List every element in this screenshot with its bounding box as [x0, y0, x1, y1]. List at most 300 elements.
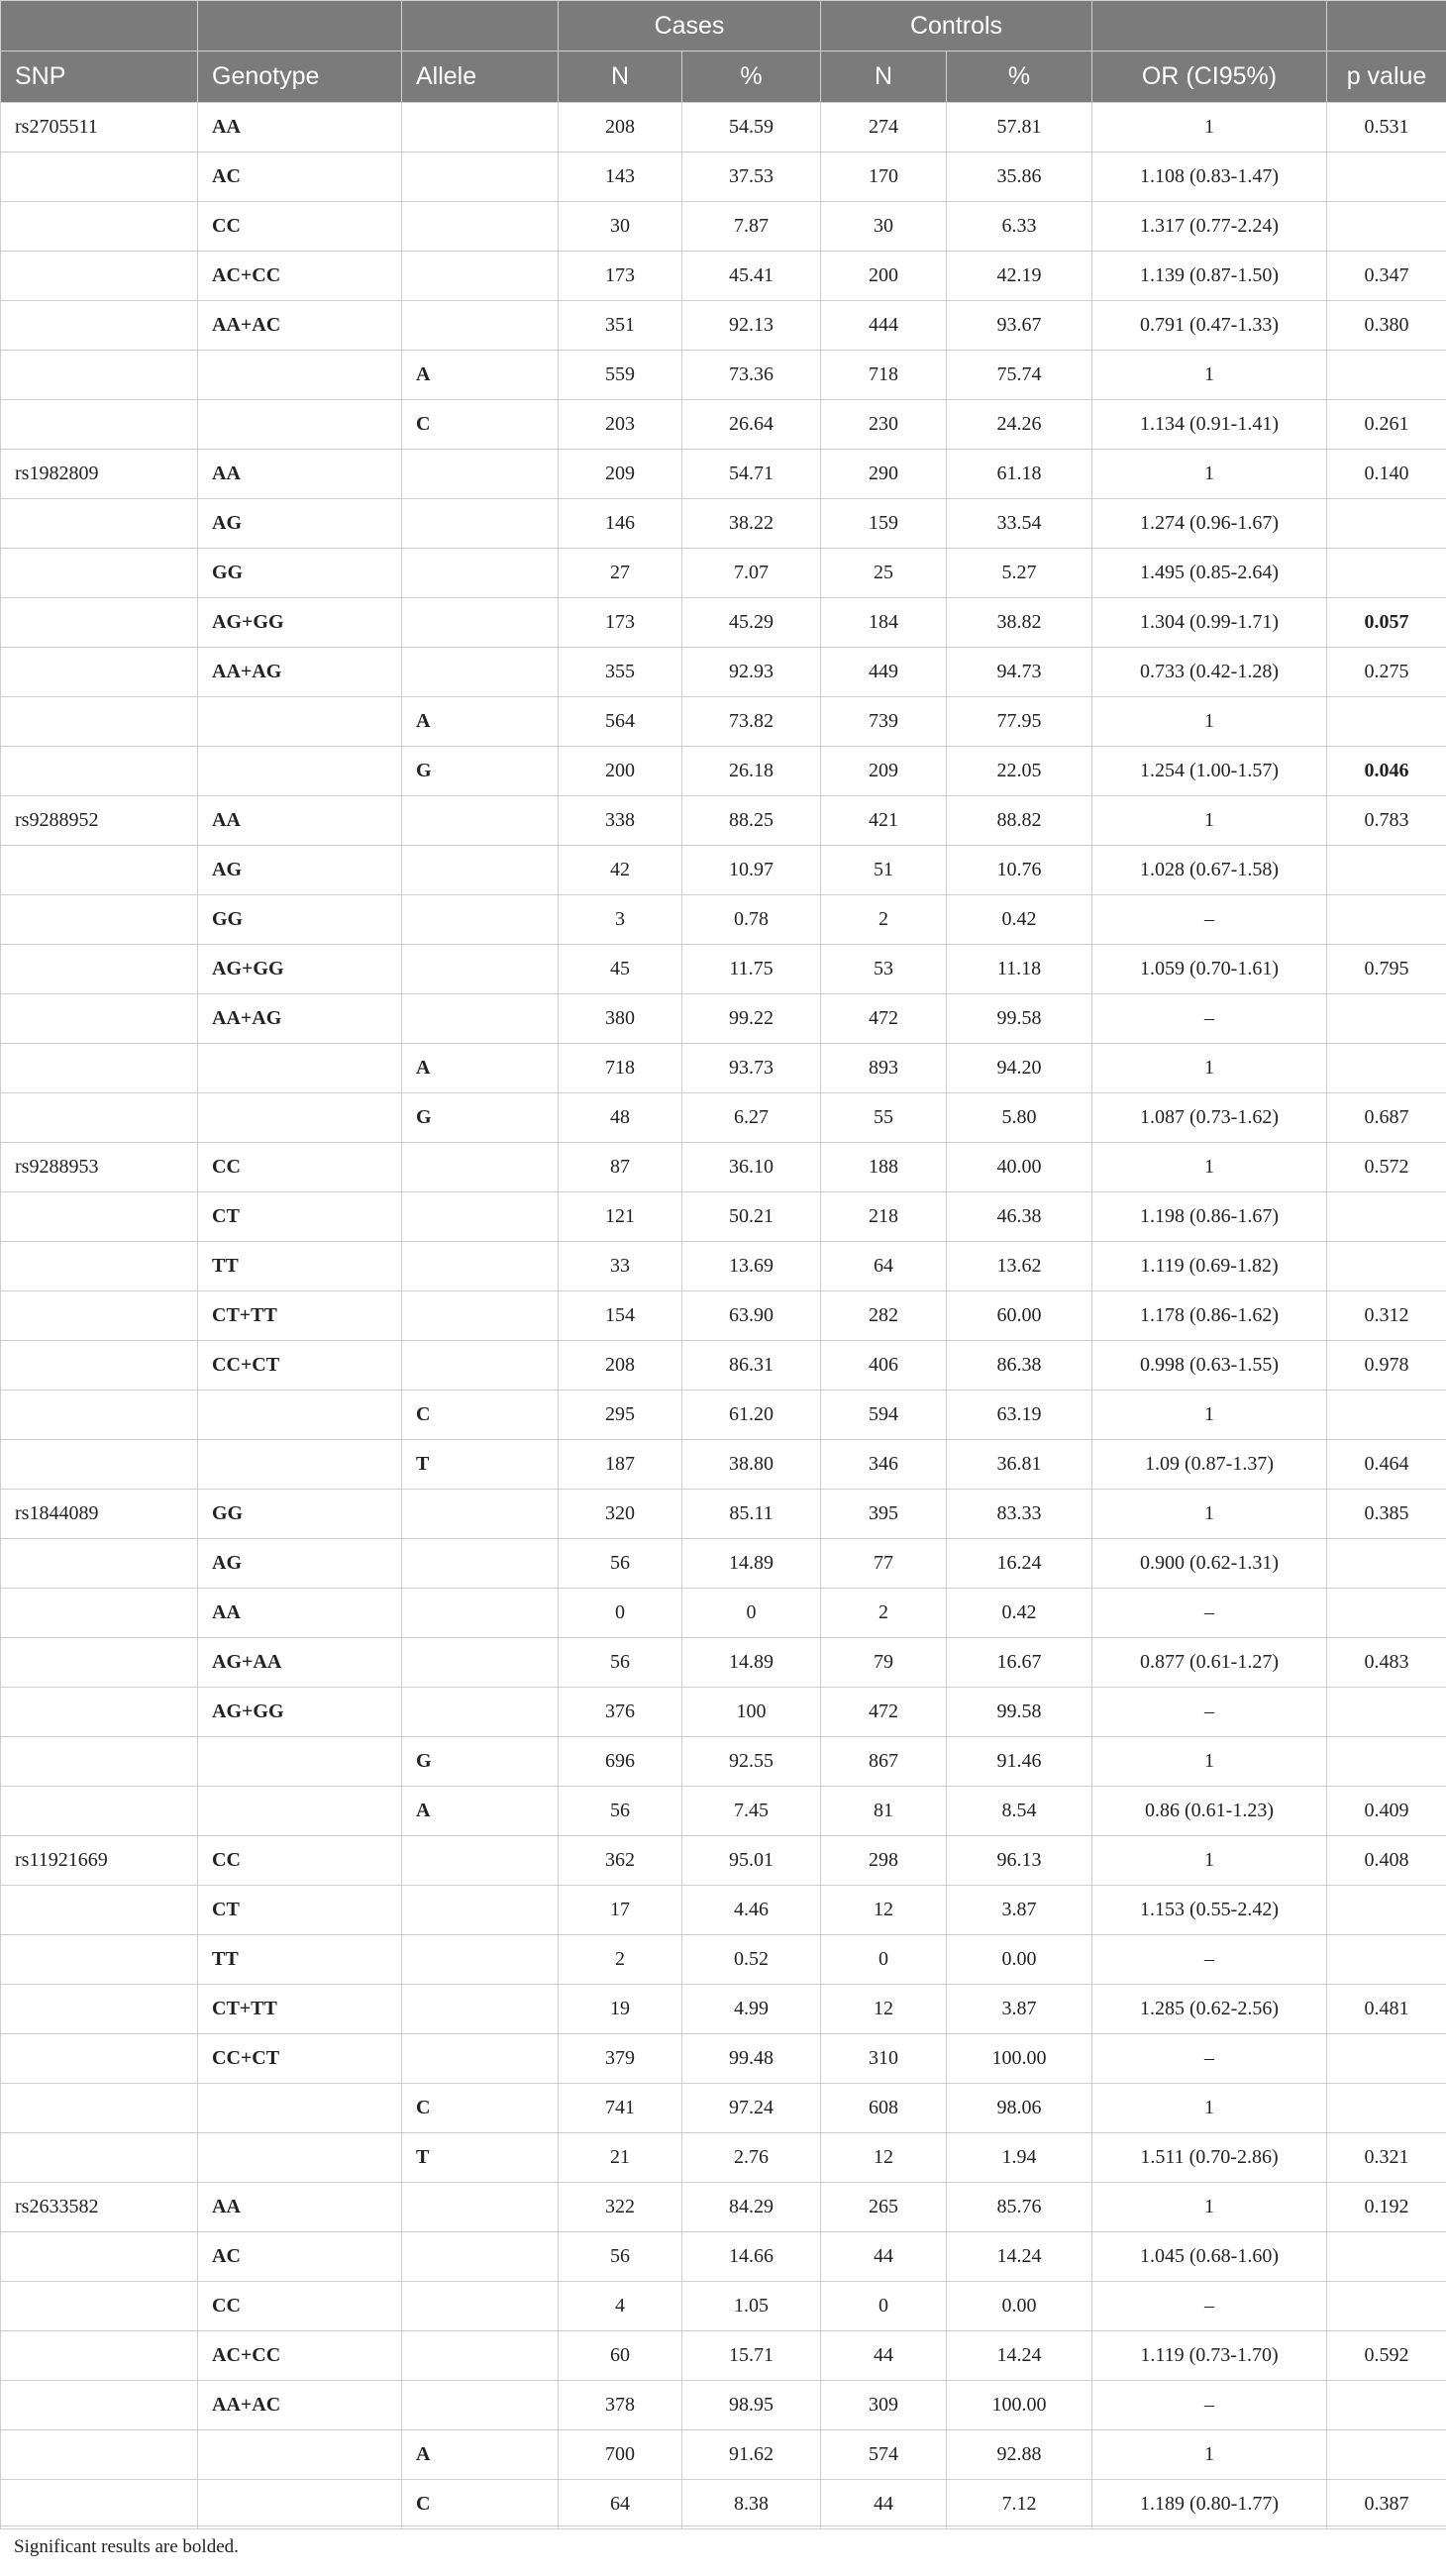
cell-or: 1	[1092, 697, 1327, 747]
cell-pct-controls: 57.81	[947, 103, 1092, 153]
cell-n-cases: 700	[559, 2430, 682, 2480]
cell-pct-controls: 40.00	[947, 1143, 1092, 1192]
cell-or: 1	[1092, 351, 1327, 400]
table-row	[1, 351, 1446, 400]
table-row	[1, 2430, 1446, 2480]
cell-pct-cases: 100	[682, 1688, 821, 1737]
cell-allele	[402, 1886, 559, 1935]
cell-snp	[1, 499, 198, 549]
cell-pct-cases: 61.20	[682, 1391, 821, 1440]
cell-or: 1.198 (0.86-1.67)	[1092, 1192, 1327, 1242]
cell-p-value	[1327, 202, 1446, 252]
cell-n-cases: 696	[559, 1737, 682, 1787]
cell-genotype: CT	[198, 1192, 402, 1242]
cell-pct-cases: 6.27	[682, 1093, 821, 1143]
cell-genotype: GG	[198, 895, 402, 945]
cell-p-value: 0.409	[1327, 1787, 1446, 1836]
cell-allele	[402, 2034, 559, 2084]
cell-allele	[402, 2331, 559, 2381]
cell-n-controls: 739	[821, 697, 947, 747]
cell-genotype	[198, 2480, 402, 2529]
cell-genotype: GG	[198, 1490, 402, 1539]
cell-genotype: CC+CT	[198, 1341, 402, 1391]
cell-p-value	[1327, 2034, 1446, 2084]
cell-n-cases: 4	[559, 2282, 682, 2331]
cell-pct-cases: 92.55	[682, 1737, 821, 1787]
cell-pct-cases: 1.05	[682, 2282, 821, 2331]
table-row	[1, 895, 1446, 945]
cell-n-controls: 444	[821, 301, 947, 351]
table-row	[1, 1391, 1446, 1440]
cell-or: 1.189 (0.80-1.77)	[1092, 2480, 1327, 2529]
cell-snp	[1, 648, 198, 697]
cell-n-cases: 3	[559, 895, 682, 945]
table-row	[1, 945, 1446, 994]
table-row	[1, 994, 1446, 1044]
cell-snp: rs1844089	[1, 1490, 198, 1539]
cell-or: 1	[1092, 796, 1327, 846]
cell-p-value: 0.572	[1327, 1143, 1446, 1192]
cell-pct-controls: 98.06	[947, 2084, 1092, 2133]
cell-allele: C	[402, 2480, 559, 2529]
cell-snp: rs2633582	[1, 2183, 198, 2232]
cell-n-controls: 867	[821, 1737, 947, 1787]
cell-allele	[402, 1985, 559, 2034]
table-row	[1, 499, 1446, 549]
table-row	[1, 1589, 1446, 1638]
table-body	[1, 103, 1446, 2529]
cell-pct-cases: 7.07	[682, 549, 821, 598]
header-genotype: Genotype	[198, 52, 402, 103]
cell-p-value: 0.046	[1327, 747, 1446, 796]
cell-n-cases: 209	[559, 450, 682, 499]
cell-n-cases: 42	[559, 846, 682, 895]
cell-genotype	[198, 1440, 402, 1490]
cell-allele	[402, 895, 559, 945]
cell-allele: G	[402, 1737, 559, 1787]
cell-pct-cases: 4.46	[682, 1886, 821, 1935]
cell-genotype: CC	[198, 1836, 402, 1886]
cell-snp	[1, 2480, 198, 2529]
cell-pct-controls: 100.00	[947, 2034, 1092, 2084]
table-row	[1, 2381, 1446, 2430]
table-row	[1, 2232, 1446, 2282]
cell-snp: rs1982809	[1, 450, 198, 499]
cell-snp	[1, 1737, 198, 1787]
cell-pct-cases: 7.45	[682, 1787, 821, 1836]
cell-genotype	[198, 2133, 402, 2183]
cell-or: 1.134 (0.91-1.41)	[1092, 400, 1327, 450]
cell-n-cases: 559	[559, 351, 682, 400]
cell-pct-controls: 91.46	[947, 1737, 1092, 1787]
cell-pct-controls: 86.38	[947, 1341, 1092, 1391]
table-row	[1, 1638, 1446, 1688]
cell-snp	[1, 747, 198, 796]
cell-allele	[402, 598, 559, 648]
cell-p-value	[1327, 697, 1446, 747]
cell-snp	[1, 1291, 198, 1341]
cell-n-controls: 2	[821, 1589, 947, 1638]
cell-n-cases: 380	[559, 994, 682, 1044]
cell-snp	[1, 1589, 198, 1638]
cell-or: 1	[1092, 2183, 1327, 2232]
cell-n-controls: 406	[821, 1341, 947, 1391]
cell-n-cases: 121	[559, 1192, 682, 1242]
cell-n-controls: 184	[821, 598, 947, 648]
table-row	[1, 1688, 1446, 1737]
cell-or: 0.998 (0.63-1.55)	[1092, 1341, 1327, 1391]
cell-p-value: 0.481	[1327, 1985, 1446, 2034]
cell-pct-controls: 38.82	[947, 598, 1092, 648]
cell-n-controls: 53	[821, 945, 947, 994]
cell-or: 1.285 (0.62-2.56)	[1092, 1985, 1327, 2034]
cell-n-controls: 2	[821, 895, 947, 945]
table-row	[1, 1737, 1446, 1787]
header-or: OR (CI95%)	[1092, 52, 1327, 103]
cell-snp	[1, 1539, 198, 1589]
cell-allele: C	[402, 2084, 559, 2133]
cell-allele	[402, 2183, 559, 2232]
cell-genotype: AG	[198, 846, 402, 895]
cell-pct-cases: 84.29	[682, 2183, 821, 2232]
cell-allele	[402, 2381, 559, 2430]
cell-p-value	[1327, 846, 1446, 895]
table-row	[1, 747, 1446, 796]
cell-pct-controls: 1.94	[947, 2133, 1092, 2183]
cell-snp	[1, 895, 198, 945]
cell-snp	[1, 1935, 198, 1985]
cell-or: 1.153 (0.55-2.42)	[1092, 1886, 1327, 1935]
cell-snp	[1, 2133, 198, 2183]
cell-pct-controls: 63.19	[947, 1391, 1092, 1440]
cell-pct-cases: 95.01	[682, 1836, 821, 1886]
cell-snp: rs9288953	[1, 1143, 198, 1192]
cell-allele	[402, 945, 559, 994]
cell-n-controls: 55	[821, 1093, 947, 1143]
cell-or: 0.733 (0.42-1.28)	[1092, 648, 1327, 697]
footnote-divider	[0, 2525, 1446, 2526]
cell-n-controls: 0	[821, 1935, 947, 1985]
cell-n-cases: 56	[559, 2232, 682, 2282]
cell-pct-cases: 15.71	[682, 2331, 821, 2381]
cell-pct-controls: 93.67	[947, 301, 1092, 351]
cell-snp	[1, 1391, 198, 1440]
cell-snp	[1, 153, 198, 202]
cell-or: 1	[1092, 2084, 1327, 2133]
table-row	[1, 1935, 1446, 1985]
cell-genotype: AG+GG	[198, 1688, 402, 1737]
cell-n-controls: 346	[821, 1440, 947, 1490]
cell-n-cases: 173	[559, 598, 682, 648]
cell-genotype: CT	[198, 1886, 402, 1935]
cell-snp	[1, 2084, 198, 2133]
cell-n-cases: 64	[559, 2480, 682, 2529]
table-row	[1, 252, 1446, 301]
cell-pct-controls: 99.58	[947, 994, 1092, 1044]
cell-p-value	[1327, 2430, 1446, 2480]
cell-n-controls: 309	[821, 2381, 947, 2430]
cell-p-value: 0.192	[1327, 2183, 1446, 2232]
cell-pct-cases: 97.24	[682, 2084, 821, 2133]
cell-snp	[1, 2381, 198, 2430]
header-p-value: p value	[1327, 52, 1446, 103]
table-row	[1, 103, 1446, 153]
cell-n-cases: 173	[559, 252, 682, 301]
cell-n-controls: 30	[821, 202, 947, 252]
cell-genotype: AA+AC	[198, 301, 402, 351]
cell-genotype: AA	[198, 103, 402, 153]
cell-allele: T	[402, 1440, 559, 1490]
cell-allele	[402, 2232, 559, 2282]
cell-genotype: AA	[198, 2183, 402, 2232]
cell-allele	[402, 1836, 559, 1886]
table-row	[1, 2183, 1446, 2232]
cell-genotype: AG+GG	[198, 598, 402, 648]
table-row	[1, 697, 1446, 747]
cell-n-controls: 421	[821, 796, 947, 846]
table-row	[1, 846, 1446, 895]
cell-n-controls: 218	[821, 1192, 947, 1242]
cell-n-controls: 0	[821, 2282, 947, 2331]
cell-snp	[1, 2282, 198, 2331]
cell-pct-controls: 7.12	[947, 2480, 1092, 2529]
cell-p-value	[1327, 2381, 1446, 2430]
cell-allele: T	[402, 2133, 559, 2183]
cell-pct-cases: 91.62	[682, 2430, 821, 2480]
cell-pct-cases: 99.48	[682, 2034, 821, 2084]
table-row	[1, 1836, 1446, 1886]
table-row	[1, 1539, 1446, 1589]
cell-allele	[402, 1143, 559, 1192]
cell-n-cases: 208	[559, 103, 682, 153]
cell-pct-cases: 4.99	[682, 1985, 821, 2034]
cell-n-cases: 718	[559, 1044, 682, 1093]
table-row	[1, 2034, 1446, 2084]
cell-n-cases: 564	[559, 697, 682, 747]
cell-pct-cases: 37.53	[682, 153, 821, 202]
cell-or: 1	[1092, 1143, 1327, 1192]
cell-snp	[1, 2232, 198, 2282]
cell-n-cases: 87	[559, 1143, 682, 1192]
cell-pct-controls: 11.18	[947, 945, 1092, 994]
cell-snp	[1, 1341, 198, 1391]
table-row	[1, 2480, 1446, 2529]
cell-snp	[1, 2034, 198, 2084]
cell-pct-cases: 2.76	[682, 2133, 821, 2183]
cell-p-value: 0.261	[1327, 400, 1446, 450]
cell-allele	[402, 153, 559, 202]
cell-n-cases: 295	[559, 1391, 682, 1440]
cell-pct-controls: 92.88	[947, 2430, 1092, 2480]
cell-p-value: 0.380	[1327, 301, 1446, 351]
cell-pct-cases: 54.59	[682, 103, 821, 153]
cell-snp	[1, 1886, 198, 1935]
cell-snp	[1, 994, 198, 1044]
cell-allele: A	[402, 1044, 559, 1093]
cell-genotype: AA+AG	[198, 994, 402, 1044]
header-n-controls: N	[821, 52, 947, 103]
cell-pct-controls: 77.95	[947, 697, 1092, 747]
cell-pct-controls: 3.87	[947, 1886, 1092, 1935]
table-row	[1, 1985, 1446, 2034]
table-row	[1, 301, 1446, 351]
table-row	[1, 1886, 1446, 1935]
cell-snp	[1, 1093, 198, 1143]
cell-or: 0.900 (0.62-1.31)	[1092, 1539, 1327, 1589]
header-n-cases: N	[559, 52, 682, 103]
cell-snp	[1, 1044, 198, 1093]
cell-pct-controls: 94.73	[947, 648, 1092, 697]
table-row	[1, 1044, 1446, 1093]
cell-pct-controls: 75.74	[947, 351, 1092, 400]
cell-or: 0.791 (0.47-1.33)	[1092, 301, 1327, 351]
cell-snp	[1, 400, 198, 450]
cell-pct-cases: 85.11	[682, 1490, 821, 1539]
cell-pct-cases: 11.75	[682, 945, 821, 994]
cell-genotype	[198, 697, 402, 747]
cell-n-controls: 209	[821, 747, 947, 796]
header-blank	[198, 1, 402, 52]
cell-n-cases: 45	[559, 945, 682, 994]
cell-pct-controls: 0.42	[947, 1589, 1092, 1638]
cell-p-value	[1327, 1391, 1446, 1440]
cell-allele	[402, 796, 559, 846]
cell-or: 1.119 (0.69-1.82)	[1092, 1242, 1327, 1291]
cell-allele	[402, 301, 559, 351]
header-snp: SNP	[1, 52, 198, 103]
cell-n-controls: 51	[821, 846, 947, 895]
table-row	[1, 1440, 1446, 1490]
cell-n-controls: 25	[821, 549, 947, 598]
table-row	[1, 1143, 1446, 1192]
cell-or: –	[1092, 1935, 1327, 1985]
cell-n-cases: 355	[559, 648, 682, 697]
cell-pct-controls: 5.27	[947, 549, 1092, 598]
table-row	[1, 400, 1446, 450]
header-blank	[1092, 1, 1327, 52]
cell-or: 1.108 (0.83-1.47)	[1092, 153, 1327, 202]
cell-pct-controls: 99.58	[947, 1688, 1092, 1737]
cell-genotype: AG+AA	[198, 1638, 402, 1688]
cell-allele	[402, 648, 559, 697]
table-row	[1, 796, 1446, 846]
cell-pct-cases: 8.38	[682, 2480, 821, 2529]
cell-allele: C	[402, 400, 559, 450]
cell-n-cases: 338	[559, 796, 682, 846]
cell-p-value	[1327, 1688, 1446, 1737]
cell-pct-controls: 5.80	[947, 1093, 1092, 1143]
cell-p-value	[1327, 1539, 1446, 1589]
cell-pct-cases: 10.97	[682, 846, 821, 895]
table-row	[1, 202, 1446, 252]
table-row	[1, 1242, 1446, 1291]
cell-pct-controls: 88.82	[947, 796, 1092, 846]
cell-snp	[1, 1242, 198, 1291]
cell-or: 1	[1092, 1490, 1327, 1539]
cell-snp	[1, 1638, 198, 1688]
cell-allele	[402, 2282, 559, 2331]
cell-p-value	[1327, 549, 1446, 598]
cell-allele	[402, 103, 559, 153]
cell-n-cases: 322	[559, 2183, 682, 2232]
cell-or: 1.317 (0.77-2.24)	[1092, 202, 1327, 252]
header-column-row	[1, 52, 1446, 103]
cell-genotype	[198, 1737, 402, 1787]
cell-allele: C	[402, 1391, 559, 1440]
cell-allele	[402, 450, 559, 499]
cell-n-controls: 608	[821, 2084, 947, 2133]
cell-p-value	[1327, 994, 1446, 1044]
cell-n-controls: 298	[821, 1836, 947, 1886]
cell-pct-controls: 60.00	[947, 1291, 1092, 1341]
cell-pct-controls: 42.19	[947, 252, 1092, 301]
cell-snp	[1, 1985, 198, 2034]
cell-pct-cases: 98.95	[682, 2381, 821, 2430]
cell-genotype: AA	[198, 1589, 402, 1638]
cell-p-value	[1327, 1935, 1446, 1985]
cell-n-controls: 188	[821, 1143, 947, 1192]
cell-allele	[402, 1638, 559, 1688]
cell-snp	[1, 202, 198, 252]
cell-genotype	[198, 1787, 402, 1836]
cell-genotype: GG	[198, 549, 402, 598]
cell-or: –	[1092, 2381, 1327, 2430]
cell-p-value	[1327, 2084, 1446, 2133]
cell-n-cases: 60	[559, 2331, 682, 2381]
cell-pct-controls: 14.24	[947, 2232, 1092, 2282]
cell-p-value: 0.057	[1327, 598, 1446, 648]
cell-n-controls: 893	[821, 1044, 947, 1093]
cell-allele	[402, 252, 559, 301]
cell-n-cases: 187	[559, 1440, 682, 1490]
cell-pct-controls: 3.87	[947, 1985, 1092, 2034]
cell-allele	[402, 1539, 559, 1589]
cell-p-value: 0.483	[1327, 1638, 1446, 1688]
table-row	[1, 2331, 1446, 2381]
cell-pct-controls: 24.26	[947, 400, 1092, 450]
cell-snp	[1, 1192, 198, 1242]
cell-p-value: 0.464	[1327, 1440, 1446, 1490]
cell-n-controls: 282	[821, 1291, 947, 1341]
cell-snp	[1, 1688, 198, 1737]
cell-n-cases: 2	[559, 1935, 682, 1985]
cell-pct-controls: 0.00	[947, 2282, 1092, 2331]
cell-n-cases: 208	[559, 1341, 682, 1391]
table-row	[1, 1341, 1446, 1391]
cell-n-controls: 44	[821, 2480, 947, 2529]
cell-n-cases: 33	[559, 1242, 682, 1291]
cell-allele	[402, 549, 559, 598]
cell-pct-cases: 0.78	[682, 895, 821, 945]
cell-n-cases: 376	[559, 1688, 682, 1737]
cell-pct-controls: 10.76	[947, 846, 1092, 895]
cell-pct-cases: 99.22	[682, 994, 821, 1044]
cell-genotype: AA+AG	[198, 648, 402, 697]
cell-n-controls: 12	[821, 2133, 947, 2183]
cell-p-value: 0.592	[1327, 2331, 1446, 2381]
header-cases: Cases	[559, 1, 821, 52]
cell-pct-controls: 22.05	[947, 747, 1092, 796]
cell-n-controls: 81	[821, 1787, 947, 1836]
cell-genotype: CC	[198, 1143, 402, 1192]
cell-or: 1	[1092, 2430, 1327, 2480]
cell-snp: rs9288952	[1, 796, 198, 846]
cell-n-cases: 378	[559, 2381, 682, 2430]
cell-genotype: AC	[198, 2232, 402, 2282]
cell-allele: G	[402, 747, 559, 796]
table-row	[1, 153, 1446, 202]
cell-allele	[402, 1242, 559, 1291]
